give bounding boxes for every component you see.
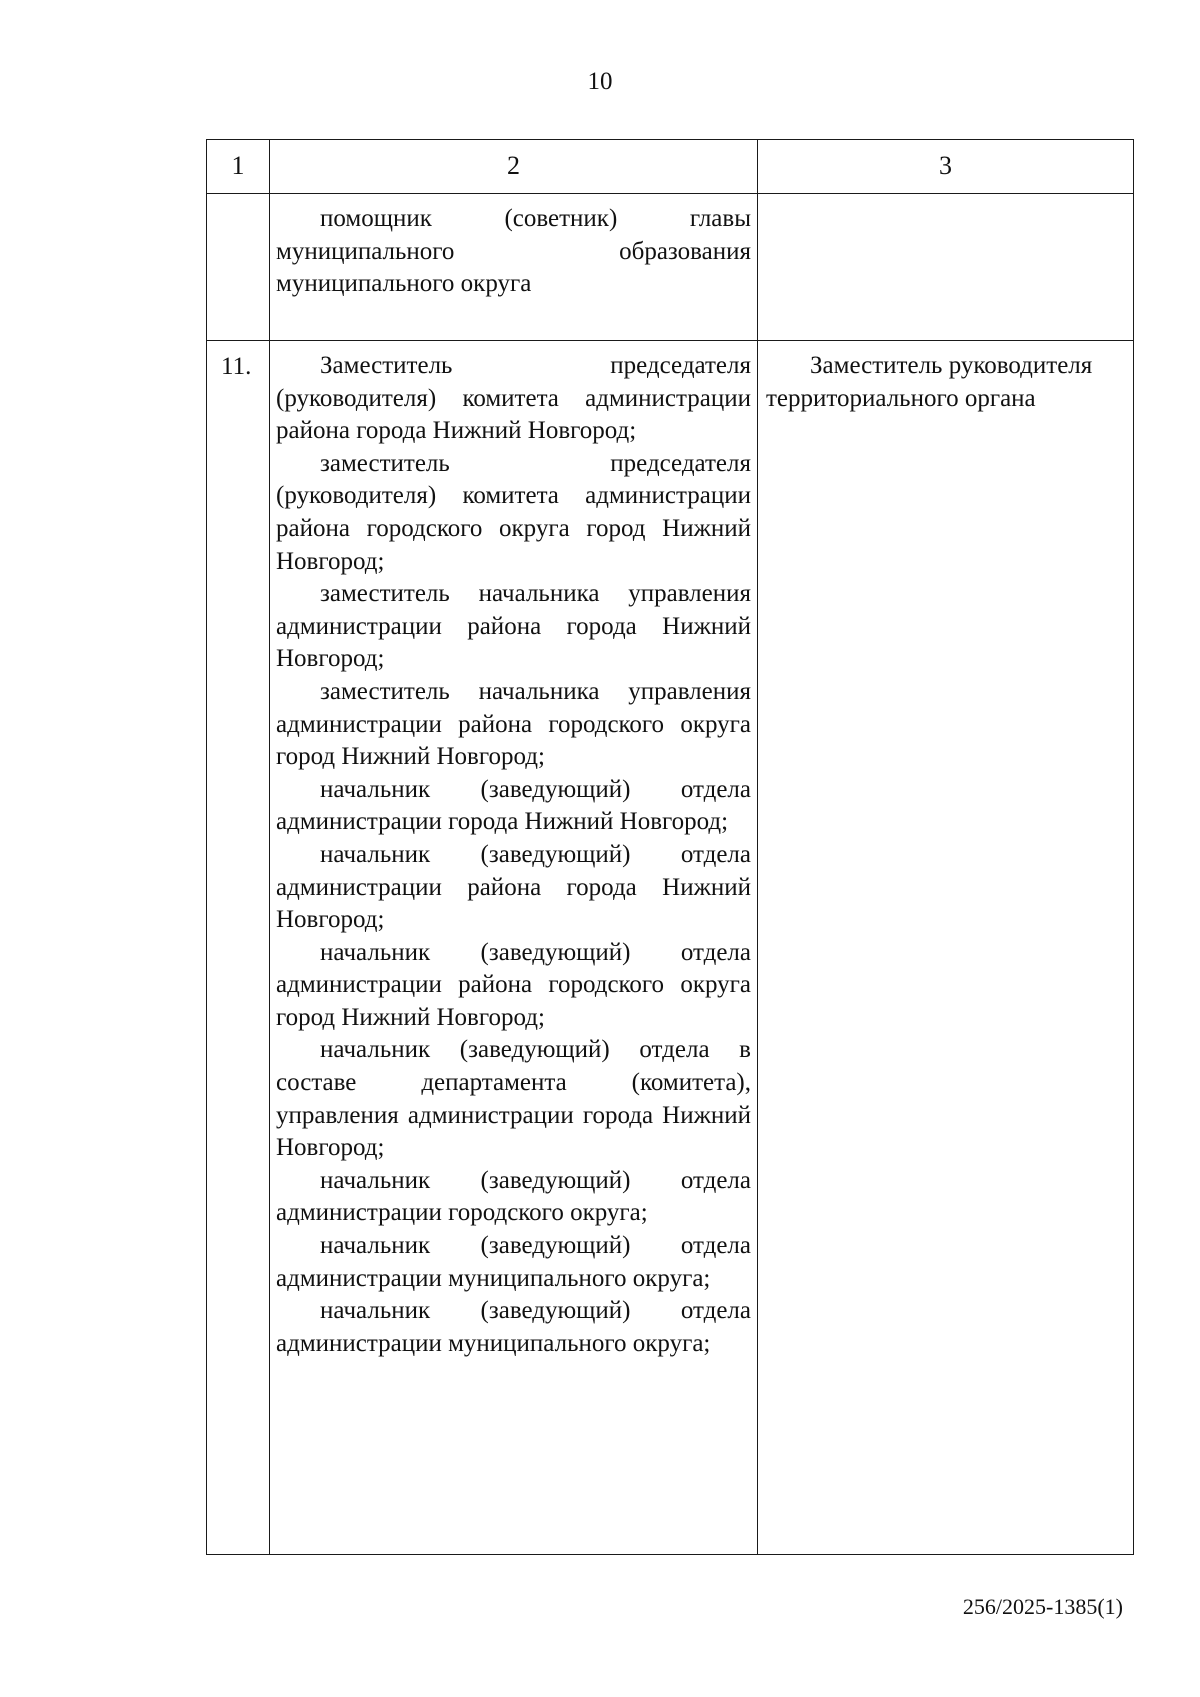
table-row bbox=[207, 194, 1134, 341]
equivalent-position-text: Заместитель руководителя территориального органа bbox=[766, 352, 1093, 412]
position-item: начальник (заведующий) отдела в составе департамента (комитета), управления администрации города Нижний Новгород; bbox=[276, 1036, 751, 1162]
equivalent-position-cell bbox=[758, 194, 1134, 341]
position-item: начальник (заведующий) отдела администрации района города Нижний Новгород; bbox=[276, 840, 751, 934]
position-item: заместитель председателя (руководителя) комитета администрации района городского округа город Нижний Новгород; bbox=[276, 449, 751, 575]
position-list-cell bbox=[270, 341, 758, 1555]
header-cell-1: 1 bbox=[207, 140, 270, 194]
position-item: начальник (заведующий) отдела администрации муниципального округа; bbox=[276, 1232, 751, 1292]
row-number-cell bbox=[207, 194, 270, 341]
position-list-cell bbox=[270, 194, 758, 341]
position-item: заместитель начальника управления администрации района городского округа город Нижний Новгород; bbox=[276, 677, 751, 771]
equivalent-position-cell bbox=[758, 341, 1134, 1555]
position-item: Заместитель председателя (руководителя) комитета администрации района города Нижний Новгород; bbox=[276, 352, 751, 445]
position-item: начальник (заведующий) отдела администрации города Нижний Новгород; bbox=[276, 775, 751, 836]
position-item: помощник (советник) главы муниципального образования муниципального округа bbox=[276, 205, 751, 298]
table-header-row bbox=[207, 140, 1134, 194]
table-row bbox=[207, 341, 1134, 1555]
position-item: начальник (заведующий) отдела администрации района городского округа город Нижний Новгород; bbox=[276, 938, 751, 1031]
position-item: заместитель начальника управления администрации района города Нижний Новгород; bbox=[276, 580, 751, 673]
page-number: 10 bbox=[587, 68, 613, 95]
positions-table bbox=[206, 139, 1134, 1555]
position-item: начальник (заведующий) отдела администрации городского округа; bbox=[276, 1166, 751, 1227]
row-number-cell: 11. bbox=[207, 341, 270, 1555]
header-cell-3: 3 bbox=[758, 140, 1134, 194]
document-code: 256/2025-1385(1) bbox=[962, 1594, 1123, 1619]
header-cell-2: 2 bbox=[270, 140, 758, 194]
position-item: начальник (заведующий) отдела администрации муниципального округа; bbox=[276, 1297, 751, 1357]
